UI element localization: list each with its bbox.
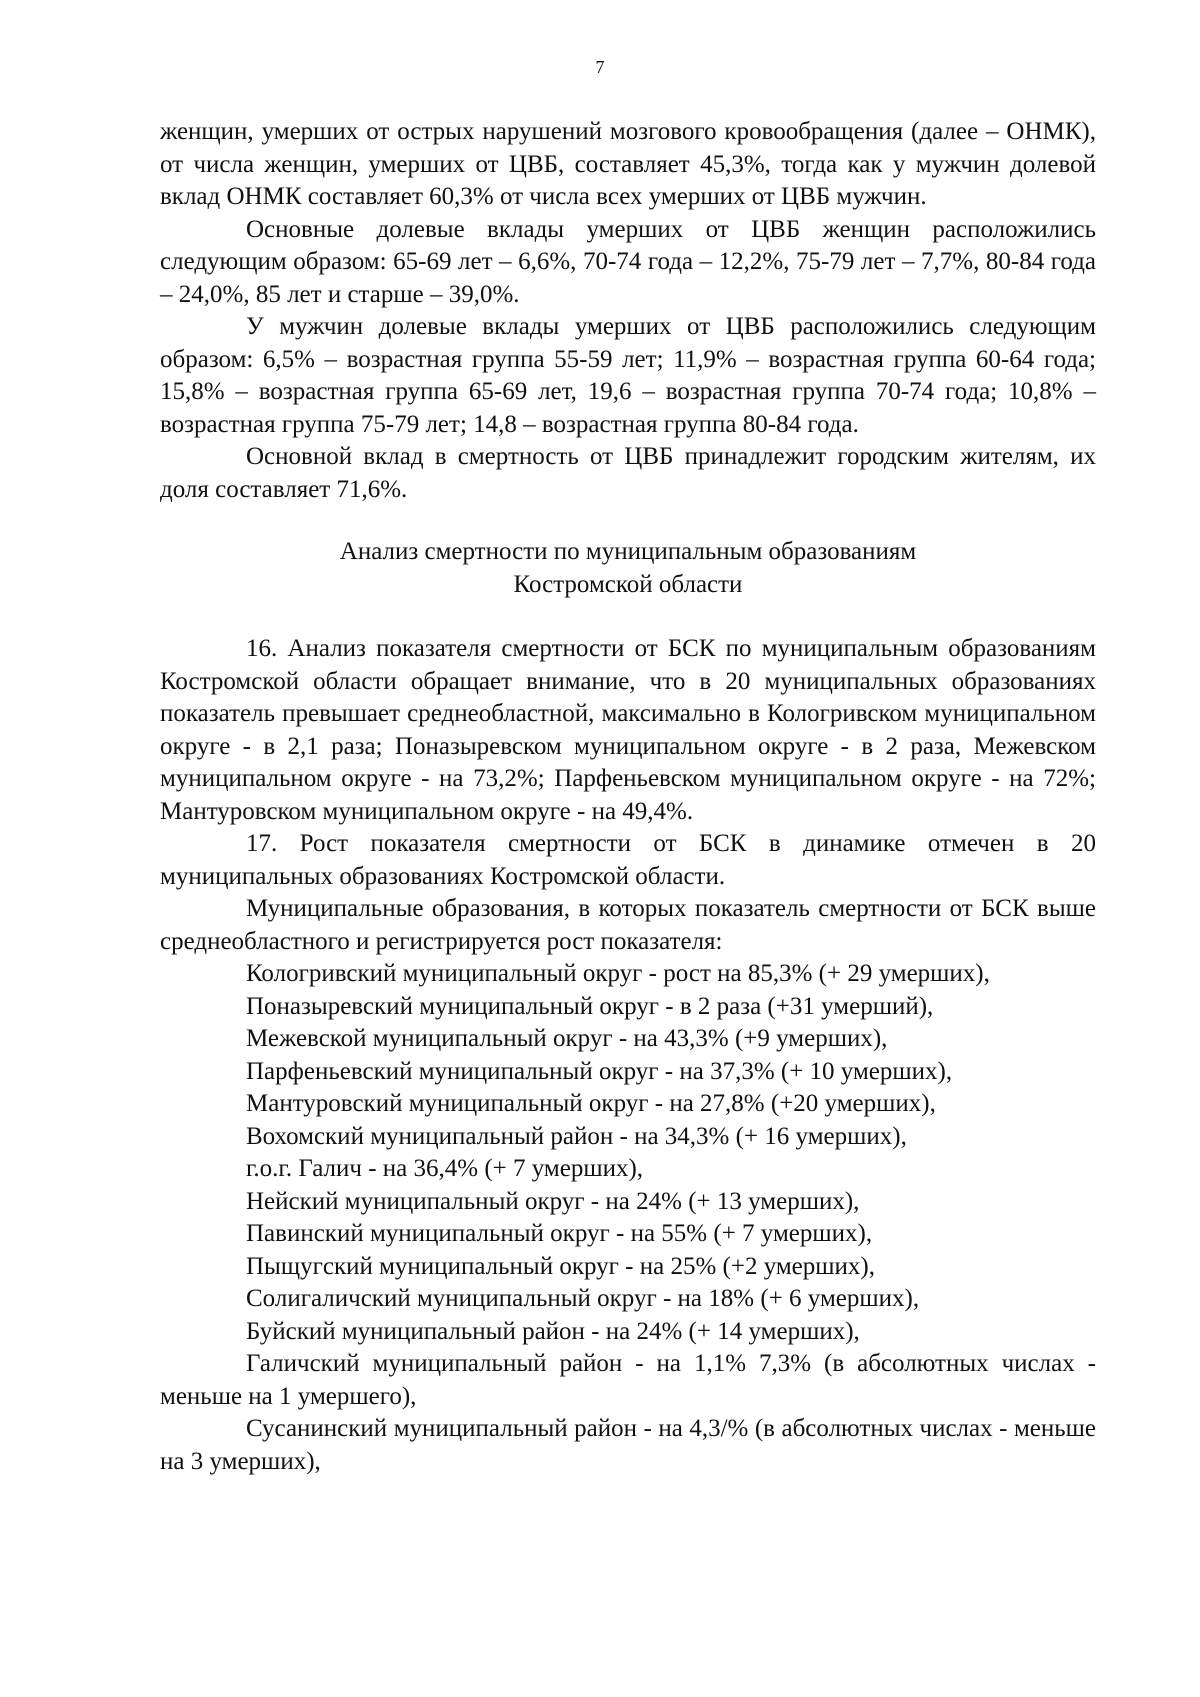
section-heading-line: Анализ смертности по муниципальным образованиям xyxy=(339,538,917,565)
list-item: Мантуровский муниципальный округ - на 27,8% (+20 умерших), xyxy=(246,1090,936,1117)
list-item: Галичский муниципальный район - на 1,1% 7,3% (в абсолютных числах - меньше на 1 умершего), xyxy=(160,1350,1096,1410)
list-item: Сусанинский муниципальный район - на 4,3/% (в абсолютных числах - меньше на 3 умерших), xyxy=(160,1415,1096,1475)
page-number: 7 xyxy=(595,57,605,77)
paragraph: 17. Рост показателя смертности от БСК в динамике отмечен в 20 муниципальных образованиях Костромской области. xyxy=(160,830,1096,890)
list-item: Парфеньевский муниципальный округ - на 37,3% (+ 10 умерших), xyxy=(246,1057,953,1085)
document-body xyxy=(160,116,1096,1478)
paragraph: 16. Анализ показателя смертности от БСК по муниципальным образованиям Костромской области обращает внимание, что в 20 муниципальных образованиях показатель превышает среднеобластной, максимально в Кологривском муниципальном округе - в 2,1 раза; Поназыревском муниципальном округе - в 2 раза, Межевском муниципальном округе - на 73,2%; Парфеньевском муниципальном округе - на 72%; Мантуровском муниципальном округе - на 49,4%. xyxy=(160,635,1096,825)
list-item: Вохомский муниципальный район - на 34,3% (+ 16 умерших), xyxy=(246,1122,907,1150)
paragraph: Муниципальные образования, в которых показатель смертности от БСК выше среднеобластного и регистрируется рост показателя: xyxy=(160,895,1096,955)
paragraph: Основные долевые вклады умерших от ЦВБ женщин расположились следующим образом: 65-69 лет – 6,6%, 70-74 года – 12,2%, 75-79 лет – 7,7%, 80-84 года – 24,0%, 85 лет и старше – 39,0%. xyxy=(160,215,1096,308)
list-item: Кологривский муниципальный округ - рост на 85,3% (+ 29 умерших), xyxy=(246,960,990,987)
paragraph: Основной вклад в смертность от ЦВБ принадлежит городским жителям, их доля составляет 71,6%. xyxy=(160,443,1096,503)
list-item: Буйский муниципальный район - на 24% (+ 14 умерших), xyxy=(246,1317,860,1345)
list-item: Павинский муниципальный округ - на 55% (+ 7 умерших), xyxy=(246,1220,873,1247)
paragraph: женщин, умерших от острых нарушений мозгового кровообращения (далее – ОНМК), от числа женщин, умерших от ЦВБ, составляет 45,3%, тогда как у мужчин долевой вклад ОНМК составляет 60,3% от числа всех умерших от ЦВБ мужчин. xyxy=(160,118,1096,210)
section-heading xyxy=(160,536,1096,601)
paragraph: У мужчин долевые вклады умерших от ЦВБ расположились следующим образом: 6,5% – возрастная группа 55-59 лет; 11,9% – возрастная группа 60-64 года; 15,8% – возрастная группа 65-69 лет, 19,6 – возрастная группа 70-74 года; 10,8% – возрастная группа 75-79 лет; 14,8 – возрастная группа 80-84 года. xyxy=(160,313,1096,438)
list-item: Нейский муниципальный округ - на 24% (+ 13 умерших), xyxy=(246,1187,860,1215)
list-item: Межевской муниципальный округ - на 43,3% (+9 умерших), xyxy=(246,1025,888,1052)
section-heading-line: Костромской области xyxy=(513,570,743,598)
list-item: Поназыревский муниципальный округ - в 2 раза (+31 умерший), xyxy=(246,992,934,1020)
list-item: г.о.г. Галич - на 36,4% (+ 7 умерших), xyxy=(246,1155,644,1182)
list-item: Пыщугский муниципальный округ - на 25% (+2 умерших), xyxy=(246,1252,875,1280)
list-item: Солигаличский муниципальный округ - на 18% (+ 6 умерших), xyxy=(246,1285,920,1312)
